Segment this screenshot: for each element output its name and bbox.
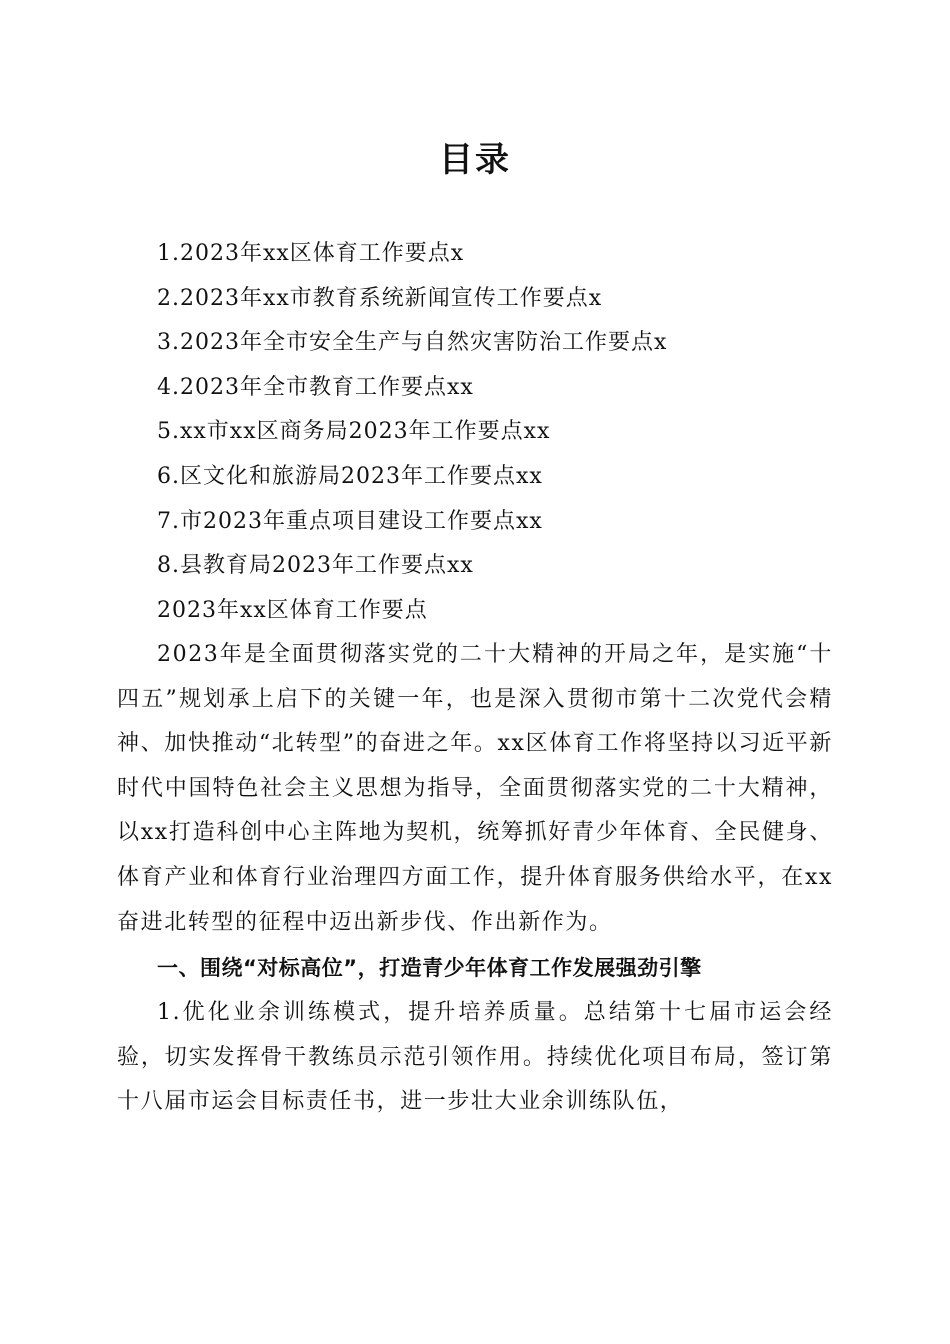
toc-item: 1.2023年xx区体育工作要点x (157, 241, 465, 266)
document-heading: 2023年xx区体育工作要点 (157, 598, 428, 623)
toc-item: 3.2023年全市安全生产与自然灾害防治工作要点x (157, 330, 668, 356)
toc-item: 8.县教育局2023年工作要点xx (157, 553, 474, 579)
body-paragraph: 1.优化业余训练模式，提升培养质量。总结第十七届市运会经验，切实发挥骨干教练员示范引领作用。持续优化项目布局，签订第十八届市运会目标责任书，进一步壮大业余训练队伍， (117, 1000, 833, 1115)
toc-item: 7.市2023年重点项目建设工作要点xx (157, 508, 543, 534)
document-body (117, 633, 833, 1125)
toc-item: 6.区文化和旅游局2023年工作要点xx (157, 463, 543, 489)
page-title: 目录 (439, 140, 511, 180)
section-heading: 一、围绕“对标高位”，打造青少年体育工作发展强劲引擎 (157, 956, 702, 981)
toc-item: 2.2023年xx市教育系统新闻宣传工作要点x (157, 285, 603, 311)
toc-item: 5.xx市xx区商务局2023年工作要点xx (157, 419, 551, 445)
table-of-contents (157, 232, 857, 589)
body-paragraph: 2023年是全面贯彻落实党的二十大精神的开局之年，是实施“十四五”规划承上启下的关键一年，也是深入贯彻市第十二次党代会精神、加快推动“北转型”的奋进之年。xx区体育工作将坚持以习近平新时代中国特色社会主义思想为指导，全面贯彻落实党的二十大精神，以xx打造科创中心主阵地为契机，统筹抓好青少年体育、全民健身、体育产业和体育行业治理四方面工作，提升体育服务供给水平，在xx奋进北转型的征程中迈出新步伐、作出新作为。 (117, 642, 833, 935)
toc-item: 4.2023年全市教育工作要点xx (157, 374, 474, 400)
